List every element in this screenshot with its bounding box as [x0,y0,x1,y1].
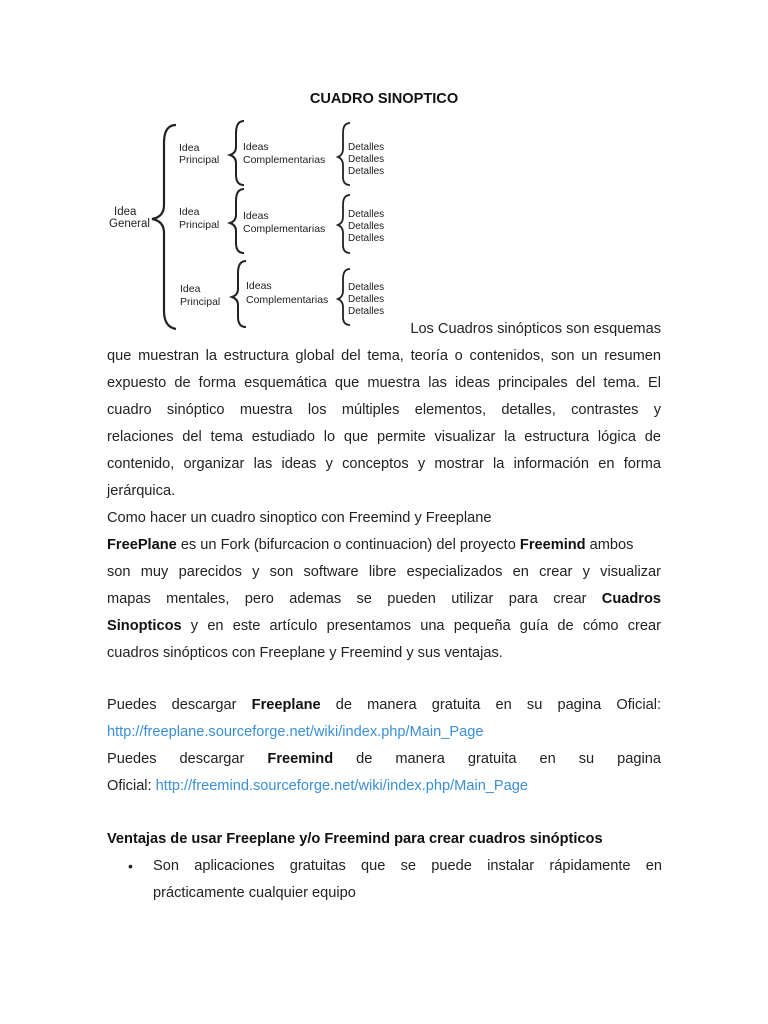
download-freeplane-line [107,692,661,719]
branch3-comp-line1: Ideas [246,280,272,292]
branch3-detail-2: Detalles [348,294,385,305]
freeplane-bold: FreePlane [107,537,177,553]
howto-line-4 [107,613,661,640]
branch1-comp-brace [230,121,244,185]
branch2-main-line1: Idea [179,206,200,218]
branch3-main-line1: Idea [180,283,201,295]
intro-line-4: cuadro sinóptico muestra los múltiples elementos, detalles, contrastes y [107,402,661,418]
intro-line-1: Los Cuadros sinópticos son esquemas [410,321,661,337]
downloads-section [107,692,661,800]
download-freeplane-link-line [107,719,661,746]
sinopticos-bold: Sinopticos [107,618,182,634]
intro-line-6: contenido, organizar las ideas y conceptos y mostrar la información en forma [107,456,661,472]
branch1-detail-3: Detalles [348,166,385,177]
freemind-bold: Freemind [519,537,586,553]
branch2-comp-brace [230,189,244,253]
freemind-download-bold: Freemind [267,751,334,767]
branch2-detail-1: Detalles [348,209,385,220]
diagram-root-line2: General [109,218,150,230]
ventajas-item-line-1: Son aplicaciones gratuitas que se puede instalar rápidamente en [153,858,662,874]
cuadros-bold: Cuadros [601,591,661,607]
intro-line-3: expuesto de forma esquemática que muestra las ideas principales del tema. El [107,375,661,391]
branch2-detail-3: Detalles [348,233,385,244]
intro-line-5: relaciones del tema estudiado lo que permite visualizar la estructura lógica de [107,429,661,445]
branch2-main-line2: Principal [179,219,220,231]
ventajas-heading [107,826,661,853]
branch3-detail-1: Detalles [348,282,385,293]
bullet-icon: • [128,858,133,874]
howto-line-1-end: ambos [585,537,634,553]
branch2-comp-line2: Complementarias [243,223,326,235]
branch1-detail-1: Detalles [348,142,385,153]
howto-line-1-text: es un Fork (bifurcacion o continuacion) del proyecto [176,537,520,553]
howto-line-3 [107,586,661,613]
ventajas-list-item [128,853,662,907]
howto-line-1 [107,532,661,559]
root-brace [152,125,176,329]
page-title: CUADRO SINOPTICO [309,91,459,107]
branch1-detail-2: Detalles [348,154,385,165]
howto-heading: Como hacer un cuadro sinoptico con Freemind y Freeplane [107,510,492,526]
branch2-detail-2: Detalles [348,221,385,232]
ventajas-item-line-2: prácticamente cualquier equipo [153,885,356,901]
howto-section [107,505,661,667]
branch3-detail-3: Detalles [348,306,385,317]
download-freemind-oficial: Oficial: [107,778,156,794]
branch2-comp-line1: Ideas [243,210,269,222]
diagram-root-line1: Idea [114,206,137,218]
intro-paragraph [107,316,661,505]
download-freemind-link-line [107,773,661,800]
branch1-comp-line2: Complementarias [243,154,326,166]
ventajas-heading-text: Ventajas de usar Freeplane y/o Freemind para crear cuadros sinópticos [107,831,603,847]
freemind-link[interactable]: http://freemind.sourceforge.net/wiki/index.php/Main_Page [155,778,529,794]
howto-line-4-text: y en este artículo presentamos una pequeña guía de cómo crear [181,618,661,634]
download-freemind-text-2: de manera gratuita en su pagina [356,751,662,767]
download-freemind-line [107,746,661,773]
branch1-main-line1: Idea [179,142,200,154]
howto-line-3-text: mapas mentales, pero ademas se pueden utilizar para crear [107,591,602,607]
branch3-comp-line2: Complementarias [246,294,329,306]
howto-line-5: cuadros sinópticos con Freeplane y Freemind y sus ventajas. [107,645,503,661]
branch1-comp-line1: Ideas [243,141,269,153]
download-freeplane-text-2: de manera gratuita en su pagina Oficial: [335,697,662,713]
download-freeplane-text: Puedes descargar [107,697,237,713]
synoptic-diagram [106,113,396,335]
branch1-main-line2: Principal [179,154,220,166]
ventajas-section [107,826,661,853]
download-freemind-text: Puedes descargar [107,751,245,767]
freeplane-link[interactable]: http://freeplane.sourceforge.net/wiki/index.php/Main_Page [107,724,484,740]
howto-line-2: son muy parecidos y son software libre especializados en crear y visualizar [107,564,661,580]
intro-line-7: jerárquica. [107,483,176,499]
freeplane-download-bold: Freeplane [251,697,321,713]
branch3-main-line2: Principal [180,296,221,308]
intro-line-2: que muestran la estructura global del tema, teoría o contenidos, son un resumen [107,348,661,364]
